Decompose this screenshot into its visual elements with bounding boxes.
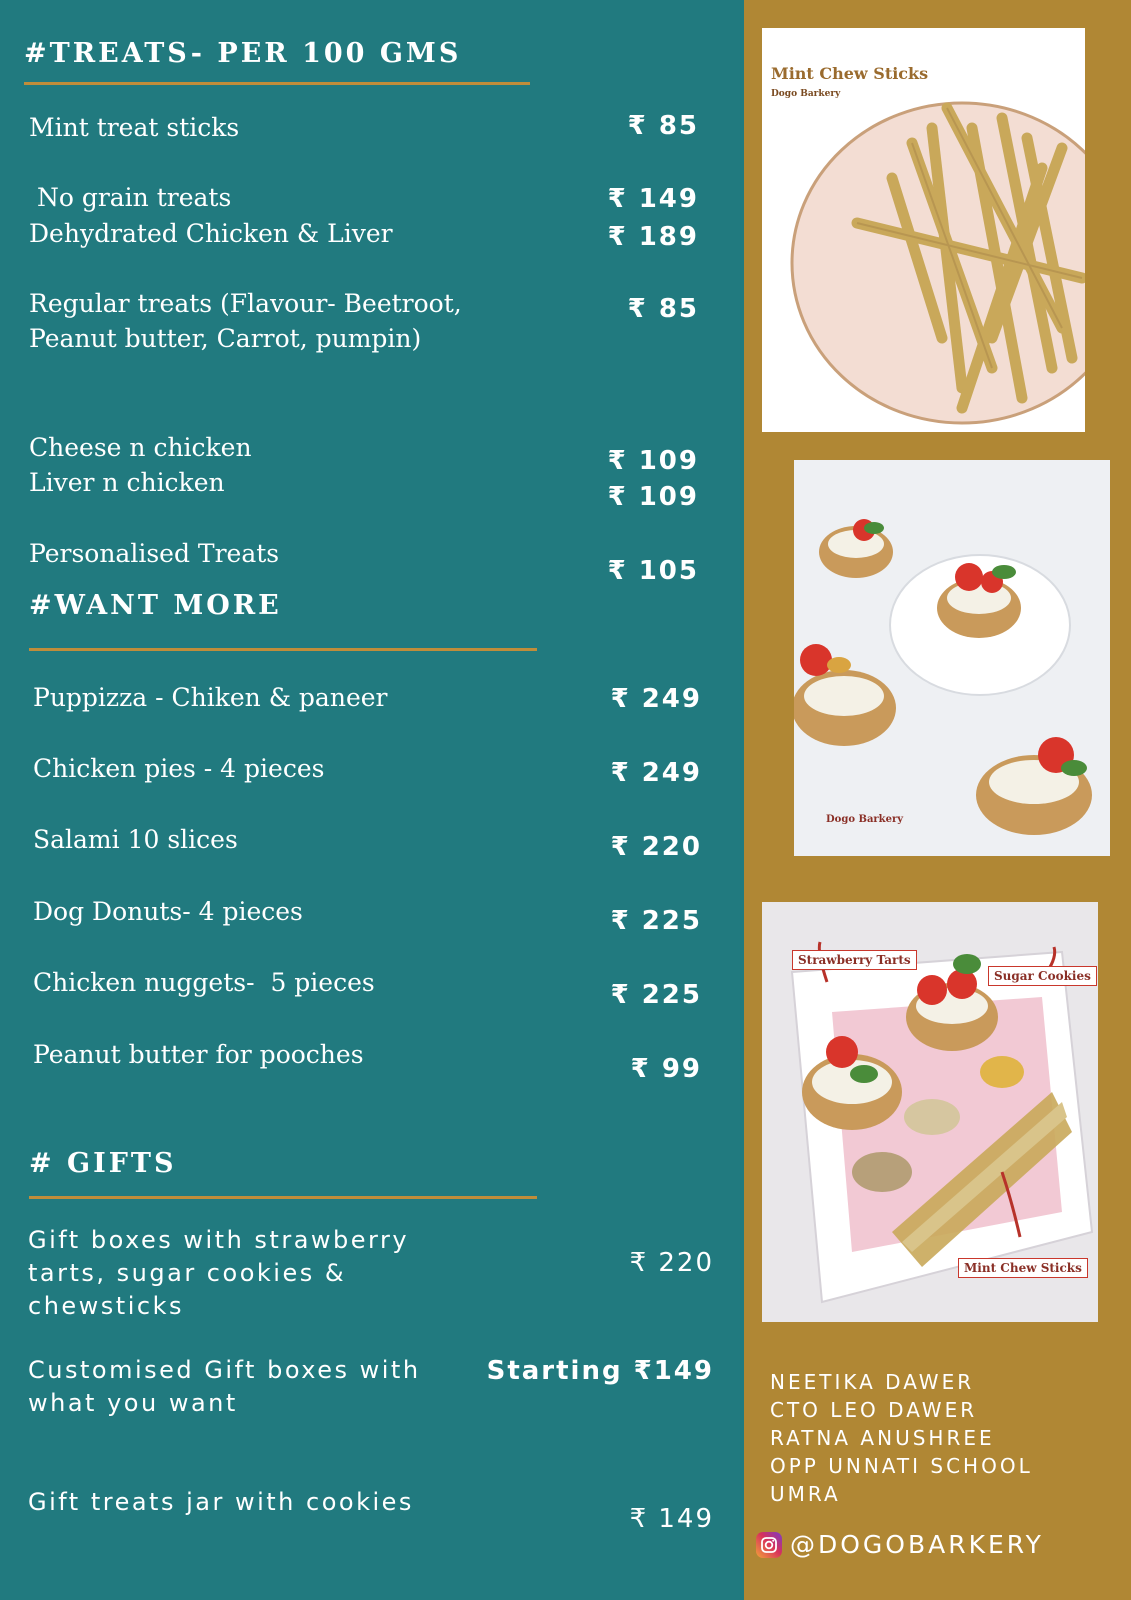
- treats-heading: #TREATS- PER 100 GMS: [24, 38, 462, 69]
- menu-item-price: ₹ 109: [607, 482, 699, 512]
- gift-item-price: ₹ 149: [629, 1504, 714, 1534]
- instagram-handle-text: @DOGOBARKERY: [790, 1530, 1044, 1559]
- mint-photo-brand: Dogo Barkery: [771, 89, 841, 99]
- tarts-photo: [794, 460, 1110, 856]
- gift-item-name-cont: chewsticks: [28, 1292, 184, 1320]
- menu-item-price: ₹ 249: [610, 684, 702, 714]
- gift-item-name: Customised Gift boxes with: [28, 1356, 421, 1384]
- mint-chew-sticks-photo: [762, 28, 1085, 432]
- menu-item-name: Chicken nuggets- 5 pieces: [33, 968, 375, 997]
- menu-item-name: Mint treat sticks: [29, 113, 240, 142]
- menu-item-price: ₹ 99: [630, 1054, 702, 1084]
- menu-item-name: Personalised Treats: [29, 539, 280, 568]
- tarts-photo-brand: Dogo Barkery: [826, 814, 904, 825]
- instagram-icon: [756, 1532, 782, 1558]
- gift-item-price: ₹ 220: [629, 1248, 714, 1278]
- address-line: RATNA ANUSHREE: [770, 1426, 995, 1450]
- want-more-heading: #WANT MORE: [29, 590, 282, 621]
- treats-divider: [24, 82, 530, 85]
- gift-item-name: Gift treats jar with cookies: [28, 1488, 414, 1516]
- want-more-divider: [29, 648, 537, 651]
- gift-tag-cookies: Sugar Cookies: [988, 966, 1097, 986]
- menu-item-price: ₹ 109: [607, 446, 699, 476]
- menu-item-price: ₹ 105: [607, 556, 699, 586]
- address-block: [770, 1368, 1033, 1508]
- gifts-divider: [29, 1196, 537, 1199]
- menu-item-name: Dehydrated Chicken & Liver: [29, 219, 393, 248]
- menu-item-price: ₹ 225: [610, 906, 702, 936]
- menu-item-name: Dog Donuts- 4 pieces: [33, 897, 303, 926]
- tarts-illustration: [794, 460, 1110, 856]
- address-line: UMRA: [770, 1482, 841, 1506]
- menu-item-name: Cheese n chicken: [29, 433, 252, 462]
- gift-item-name: Gift boxes with strawberry: [28, 1226, 410, 1254]
- gift-tag-strawberry: Strawberry Tarts: [792, 950, 917, 970]
- gift-tag-chew-sticks: Mint Chew Sticks: [958, 1258, 1088, 1278]
- menu-item-name: Chicken pies - 4 pieces: [33, 754, 325, 783]
- menu-item-name: Salami 10 slices: [33, 825, 238, 854]
- menu-item-price: ₹ 85: [627, 294, 699, 324]
- address-line: NEETIKA DAWER: [770, 1370, 975, 1394]
- menu-item-price: ₹ 85: [627, 111, 699, 141]
- menu-item-price: ₹ 149: [607, 184, 699, 214]
- gift-box-photo: [762, 902, 1098, 1322]
- instagram-handle[interactable]: [756, 1530, 1044, 1559]
- menu-item-price: ₹ 249: [610, 758, 702, 788]
- address-line: OPP UNNATI SCHOOL: [770, 1454, 1033, 1478]
- menu-item-name-cont: Peanut butter, Carrot, pumpin): [29, 324, 422, 353]
- menu-item-price: ₹ 189: [607, 222, 699, 252]
- address-line: CTO LEO DAWER: [770, 1398, 978, 1422]
- gift-item-name-cont: what you want: [28, 1389, 238, 1417]
- gift-item-name-cont: tarts, sugar cookies &: [28, 1259, 347, 1287]
- menu-item-name: Liver n chicken: [29, 468, 225, 497]
- menu-item-name: Puppizza - Chiken & paneer: [33, 683, 388, 712]
- menu-item-name: No grain treats: [29, 183, 232, 212]
- gift-item-price: Starting ₹149: [486, 1356, 714, 1386]
- gifts-heading: # GIFTS: [29, 1148, 177, 1179]
- menu-item-name: Regular treats (Flavour- Beetroot,: [29, 289, 462, 318]
- menu-item-name: Peanut butter for pooches: [33, 1040, 364, 1069]
- mint-photo-title: Mint Chew Sticks: [771, 64, 929, 83]
- menu-item-price: ₹ 220: [610, 832, 702, 862]
- menu-item-price: ₹ 225: [610, 980, 702, 1010]
